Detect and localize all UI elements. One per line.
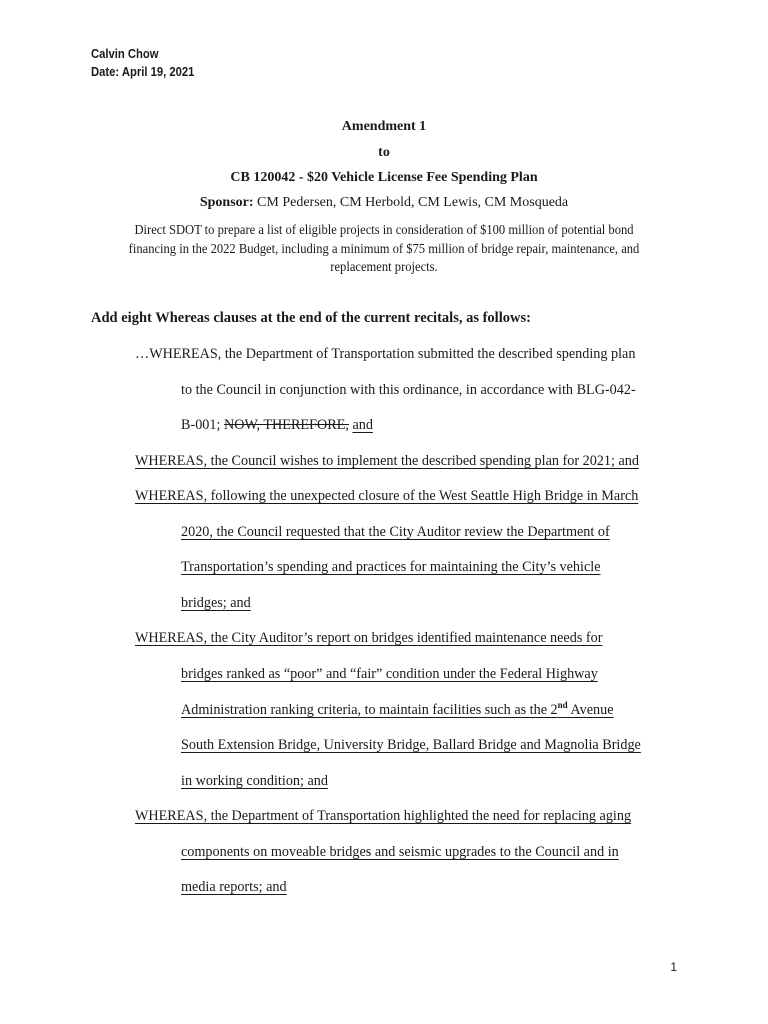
clause-1-line-1: …WHEREAS, the Department of Transportation submitted the described spending plan <box>135 346 636 362</box>
clause-4-line-2: bridges ranked as “poor” and “fair” condition under the Federal Highway <box>181 666 598 682</box>
instruction-heading: Add eight Whereas clauses at the end of the current recitals, as follows: <box>91 310 531 326</box>
clause-1-line-3 <box>181 417 373 434</box>
clause-5-line-2: components on moveable bridges and seismic upgrades to the Council and in <box>181 844 619 860</box>
clause-3-line-1: WHEREAS, following the unexpected closure of the West Seattle High Bridge in March <box>135 488 639 504</box>
clause-5-line-1: WHEREAS, the Department of Transportation highlighted the need for replacing aging <box>135 808 632 824</box>
amendment-summary: Direct SDOT to prepare a list of eligible projects in consideration of $100 million of potential bond financing in the 2022 Budget, including a minimum of $75 million of bridge repair, maintenance, and replacement projects. <box>128 222 640 274</box>
document-date: Date: April 19, 2021 <box>91 65 195 79</box>
inserted-text: and <box>352 417 373 433</box>
page-number: 1 <box>670 960 677 974</box>
amendment-title: Amendment 1 <box>341 119 427 134</box>
clause-1-prefix: B-001; <box>181 417 224 433</box>
clause-4-line-3-b: Avenue <box>567 702 614 718</box>
clause-4-line-3-a: Administration ranking criteria, to maintain facilities such as the 2 <box>181 702 558 718</box>
clause-1-line-2: to the Council in conjunction with this ordinance, in accordance with BLG-042- <box>181 382 636 398</box>
clause-3-line-4: bridges; and <box>181 595 251 611</box>
clause-4-line-3 <box>181 702 614 719</box>
author-name: Calvin Chow <box>91 47 159 61</box>
sponsor-line <box>60 195 708 211</box>
ordinal-suffix: nd <box>557 700 568 710</box>
clause-4-line-1: WHEREAS, the City Auditor’s report on bridges identified maintenance needs for <box>135 630 603 646</box>
deleted-text: NOW, THEREFORE, <box>223 417 349 433</box>
clause-4-line-5: in working condition; and <box>181 773 328 789</box>
clause-4-line-4: South Extension Bridge, University Bridge, Ballard Bridge and Magnolia Bridge <box>181 737 641 753</box>
amendment-to: to <box>378 145 390 160</box>
clause-5-line-3: media reports; and <box>181 879 287 895</box>
clause-3-line-2: 2020, the Council requested that the City Auditor review the Department of <box>181 524 610 540</box>
sponsor-names: CM Pedersen, CM Herbold, CM Lewis, CM Mosqueda <box>253 195 569 210</box>
bill-title: CB 120042 - $20 Vehicle License Fee Spending Plan <box>230 170 538 185</box>
clause-2-line-1: WHEREAS, the Council wishes to implement the described spending plan for 2021; and <box>135 453 639 469</box>
document-header <box>91 45 194 81</box>
sponsor-label: Sponsor: <box>199 195 254 210</box>
clause-3-line-3: Transportation’s spending and practices for maintaining the City’s vehicle <box>181 559 601 575</box>
